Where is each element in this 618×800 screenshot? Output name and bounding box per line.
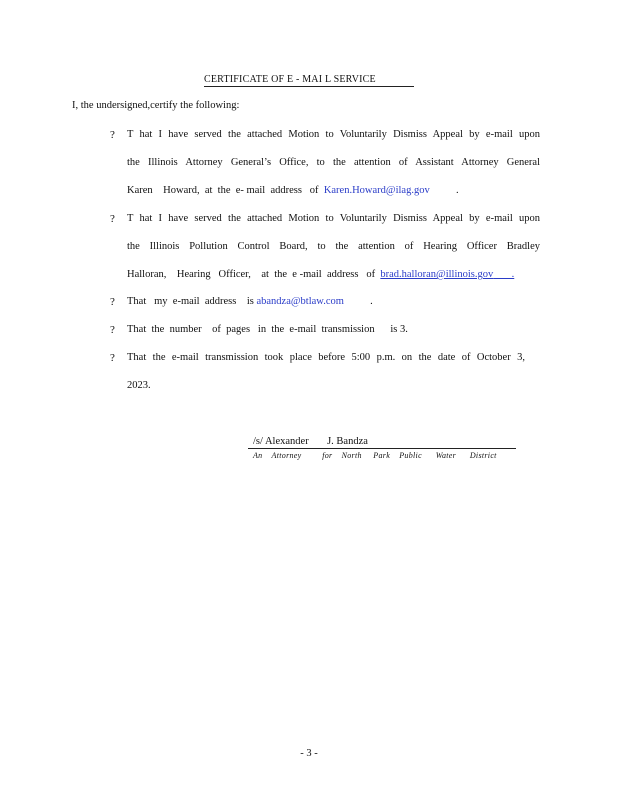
signature-name: /s/ Alexander J. Bandza — [253, 436, 368, 447]
item-line — [127, 296, 373, 307]
item-text: Karen Howard, at the e- mail address of — [127, 185, 324, 196]
bullet-glyph: ? — [110, 352, 115, 364]
item-line: the Illinois Attorney General’s Office, to the attention of Assistant Attorney General — [127, 157, 540, 168]
bullet-glyph: ? — [110, 213, 115, 225]
bullet-glyph: ? — [110, 296, 115, 308]
item-line: 2023. — [127, 380, 151, 391]
item-text: Halloran, Hearing Officer, at the e -mail address of — [127, 269, 381, 280]
item-text: That my e-mail address is — [127, 296, 257, 307]
item-text: . — [429, 185, 459, 196]
item-line: the Illinois Pollution Control Board, to the attention of Hearing Officer Bradley — [127, 241, 540, 252]
item-line — [127, 185, 459, 196]
item-line: That the e-mail transmission took place before 5:00 p.m. on the date of October 3, — [127, 352, 525, 363]
email-link[interactable]: abandza@btlaw.com — [256, 296, 344, 307]
item-line: That the number of pages in the e-mail transmission is 3. — [127, 324, 408, 335]
email-link[interactable]: Karen.Howard@ilag.gov — [323, 185, 430, 196]
signature-rule — [248, 448, 516, 449]
bullet-glyph: ? — [110, 129, 115, 141]
item-text: . — [493, 269, 515, 280]
item-line — [127, 269, 514, 280]
intro-text: I, the undersigned,certify the following: — [72, 100, 240, 111]
email-link[interactable]: brad.halloran@illinois.gov — [380, 269, 494, 280]
page-number: - 3 - — [300, 748, 318, 759]
item-line: T hat I have served the attached Motion to Voluntarily Dismiss Appeal by e-mail upon — [127, 213, 540, 224]
item-line: T hat I have served the attached Motion to Voluntarily Dismiss Appeal by e-mail upon — [127, 129, 540, 140]
item-text: . — [343, 296, 373, 307]
document-title: CERTIFICATE OF E - MAI L SERVICE — [204, 74, 414, 87]
signature-caption: An Attorney for North Park Public Water District — [253, 451, 497, 460]
bullet-glyph: ? — [110, 324, 115, 336]
